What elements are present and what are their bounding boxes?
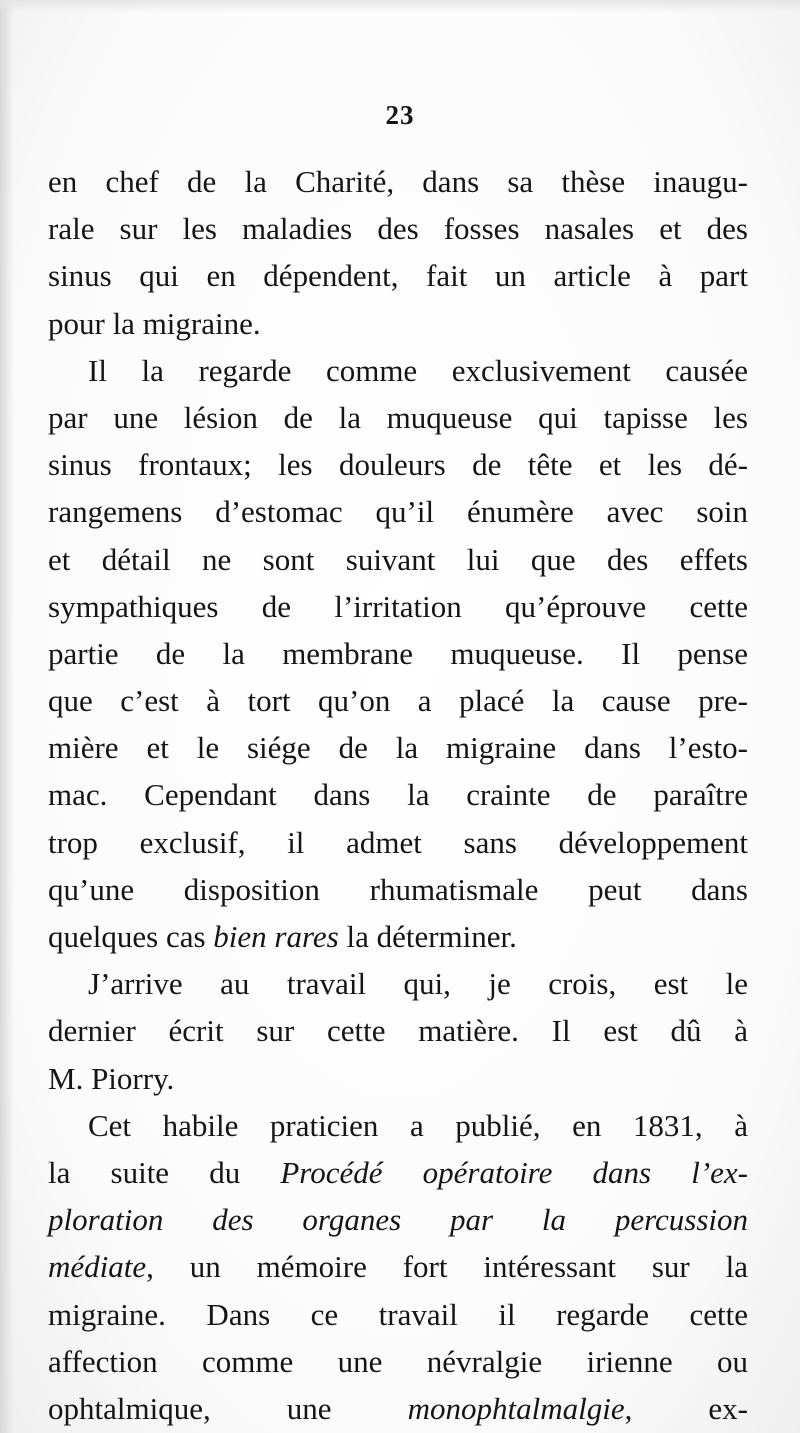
text-line: [48, 536, 748, 583]
page-edge-shadow-top: [0, 0, 800, 12]
text-line: [48, 771, 748, 818]
page-edge-shadow-left: [0, 0, 14, 1433]
text-segment: mac. Cependant dans la crainte de paraître: [48, 777, 748, 813]
italic-text-segment: bien rares: [213, 919, 339, 954]
text-segment: , un mémoire fort intéressant sur la: [146, 1249, 748, 1285]
italic-text-segment: médiate: [48, 1249, 147, 1285]
text-segment: Cet habile praticien a publié, en 1831, à: [88, 1107, 748, 1143]
text-segment: pour la migraine.: [48, 305, 261, 341]
text-line: [48, 913, 748, 960]
text-line: [48, 488, 748, 535]
text-segment: rale sur les maladies des fosses nasales et des: [48, 211, 748, 247]
text-line: [48, 205, 748, 252]
text-line: [48, 1196, 748, 1243]
text-segment: affection comme une névralgie irienne ou: [48, 1343, 748, 1379]
text-segment: la suite du: [48, 1154, 281, 1190]
text-line: [48, 960, 748, 1007]
text-line: [48, 677, 748, 724]
text-segment: mière et le siége de la migraine dans l’esto-: [48, 730, 748, 766]
text-segment: sinus frontaux; les douleurs de tête et les dé-: [48, 447, 748, 483]
text-line: [48, 1007, 748, 1054]
text-segment: par une lésion de la muqueuse qui tapisse les: [48, 399, 748, 435]
text-segment: partie de la membrane muqueuse. Il pense: [48, 635, 748, 671]
text-segment: sinus qui en dépendent, fait un article à part: [48, 258, 748, 294]
italic-text-segment: monophtalmalgie: [407, 1390, 625, 1426]
text-segment: Il la regarde comme exclusivement causée: [88, 352, 748, 388]
text-line: [48, 583, 748, 630]
text-segment: migraine. Dans ce travail il regarde cette: [48, 1296, 748, 1332]
text-segment: ophtalmique, une: [48, 1390, 408, 1426]
text-line: [48, 1385, 748, 1432]
text-line: [48, 394, 748, 441]
text-line: [48, 819, 748, 866]
text-line: [48, 1149, 748, 1196]
text-line: [48, 1338, 748, 1385]
text-segment: , ex-: [624, 1390, 748, 1426]
body-text: [48, 158, 748, 1432]
text-segment: la déterminer.: [338, 919, 517, 954]
text-segment: trop exclusif, il admet sans développement: [48, 824, 748, 860]
text-line: [48, 1055, 748, 1102]
text-line: [48, 300, 748, 347]
page-number: 23: [385, 100, 415, 130]
italic-text-segment: ploration des organes par la percussion: [48, 1202, 748, 1238]
text-line: [48, 1102, 748, 1149]
text-line: [48, 1291, 748, 1338]
text-line: [48, 630, 748, 677]
text-line: [48, 347, 748, 394]
text-segment: qu’une disposition rhumatismale peut dans: [48, 871, 748, 907]
text-line: [48, 252, 748, 299]
text-line: [48, 158, 748, 205]
text-segment: que c’est à tort qu’on a placé la cause pre-: [48, 683, 748, 719]
text-segment: dernier écrit sur cette matière. Il est dû à: [48, 1013, 748, 1049]
text-segment: rangemens d’estomac qu’il énumère avec soin: [48, 494, 748, 530]
text-segment: sympathiques de l’irritation qu’éprouve cette: [48, 588, 748, 624]
text-line: [48, 1243, 748, 1290]
text-segment: quelques cas: [48, 919, 214, 954]
text-line: [48, 866, 748, 913]
text-segment: J’arrive au travail qui, je crois, est le: [88, 966, 748, 1002]
text-line: [48, 441, 748, 488]
text-segment: M. Piorry.: [48, 1060, 175, 1096]
italic-text-segment: Procédé opératoire dans l’ex-: [280, 1154, 748, 1190]
text-line: [48, 724, 748, 771]
text-segment: en chef de la Charité, dans sa thèse inaugu-: [48, 164, 748, 199]
text-segment: et détail ne sont suivant lui que des effets: [48, 541, 748, 577]
